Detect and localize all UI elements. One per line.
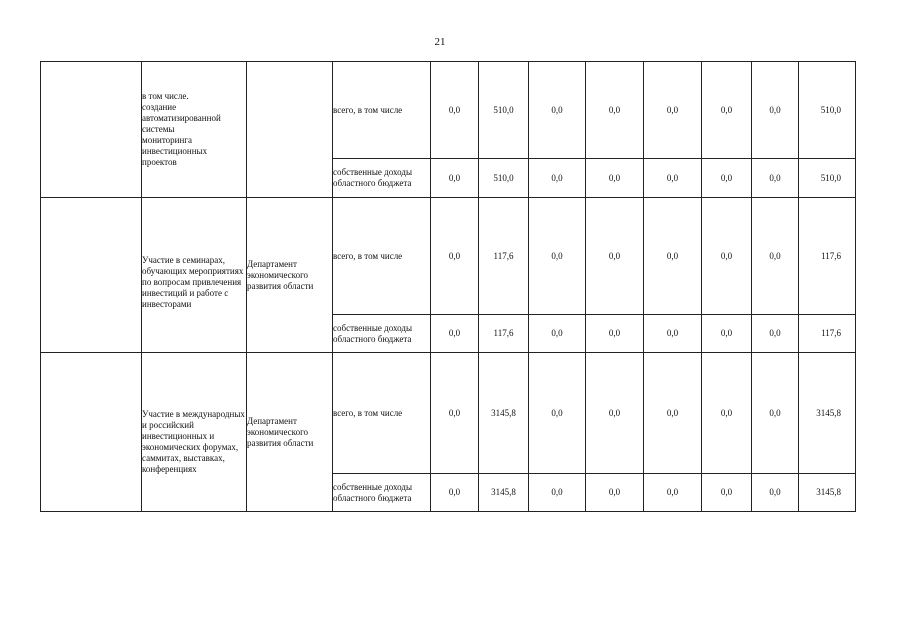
value-cell: 0,0 xyxy=(752,62,799,159)
measure-name-cell: Участие в семинарах, обучающих мероприятиях по вопросам привлечения инвестиций и работе с инвесторами xyxy=(142,198,247,353)
value-cell: 0,0 xyxy=(644,315,702,353)
value-cell: 0,0 xyxy=(529,62,586,159)
department-cell: Департамент экономического развития области xyxy=(247,353,333,512)
measure-name: в том числе. создание автоматизированной системы мониторинга инвестиционных проектов xyxy=(142,91,221,167)
value-cell: 0,0 xyxy=(586,315,644,353)
budget-table xyxy=(40,61,856,512)
total-value-cell: 117,6 xyxy=(799,315,856,353)
funding-source-cell: всего, в том числе xyxy=(333,62,431,159)
value-cell: 0,0 xyxy=(586,474,644,512)
value-cell: 0,0 xyxy=(702,159,752,198)
table-row xyxy=(41,62,856,159)
value-cell: 0,0 xyxy=(644,62,702,159)
table-row xyxy=(41,353,856,474)
department-cell: Департамент экономического развития области xyxy=(247,198,333,353)
value-cell: 0,0 xyxy=(702,315,752,353)
total-value-cell: 3145,8 xyxy=(799,474,856,512)
number-cell xyxy=(41,62,142,198)
measure-name-cell: Участие в международных и российский инвестиционных и экономических форумах, саммитах, выставках, конференциях xyxy=(142,353,247,512)
number-cell xyxy=(41,198,142,353)
value-cell: 3145,8 xyxy=(479,353,529,474)
value-cell: 0,0 xyxy=(702,353,752,474)
funding-source-cell: собственные доходы областного бюджета xyxy=(333,474,431,512)
measure-name-cell xyxy=(142,62,247,198)
value-cell: 0,0 xyxy=(431,353,479,474)
value-cell: 0,0 xyxy=(644,353,702,474)
funding-source-cell: всего, в том числе xyxy=(333,198,431,315)
value-cell: 0,0 xyxy=(702,198,752,315)
value-cell: 0,0 xyxy=(586,198,644,315)
value-cell: 0,0 xyxy=(431,159,479,198)
value-cell: 117,6 xyxy=(479,198,529,315)
value-cell: 0,0 xyxy=(529,353,586,474)
total-value-cell: 510,0 xyxy=(799,159,856,198)
funding-source-cell: всего, в том числе xyxy=(333,353,431,474)
value-cell: 0,0 xyxy=(529,474,586,512)
value-cell: 0,0 xyxy=(586,159,644,198)
funding-source-cell: собственные доходы областного бюджета xyxy=(333,315,431,353)
value-cell: 0,0 xyxy=(644,159,702,198)
total-value-cell: 3145,8 xyxy=(799,353,856,474)
value-cell: 0,0 xyxy=(529,159,586,198)
value-cell: 0,0 xyxy=(431,198,479,315)
value-cell: 0,0 xyxy=(529,315,586,353)
value-cell: 0,0 xyxy=(431,62,479,159)
value-cell: 0,0 xyxy=(752,315,799,353)
value-cell: 0,0 xyxy=(702,474,752,512)
value-cell: 0,0 xyxy=(752,159,799,198)
value-cell: 0,0 xyxy=(752,474,799,512)
department-cell xyxy=(247,62,333,198)
value-cell: 0,0 xyxy=(644,474,702,512)
value-cell: 0,0 xyxy=(752,198,799,315)
page-number: 21 xyxy=(434,36,446,48)
value-cell: 3145,8 xyxy=(479,474,529,512)
value-cell: 0,0 xyxy=(586,62,644,159)
total-value-cell: 117,6 xyxy=(799,198,856,315)
value-cell: 0,0 xyxy=(644,198,702,315)
table-row xyxy=(41,198,856,315)
value-cell: 0,0 xyxy=(431,315,479,353)
funding-source-cell: собственные доходы областного бюджета xyxy=(333,159,431,198)
value-cell: 510,0 xyxy=(479,159,529,198)
value-cell: 0,0 xyxy=(529,198,586,315)
value-cell: 117,6 xyxy=(479,315,529,353)
value-cell: 0,0 xyxy=(752,353,799,474)
number-cell xyxy=(41,353,142,512)
value-cell: 510,0 xyxy=(479,62,529,159)
value-cell: 0,0 xyxy=(431,474,479,512)
value-cell: 0,0 xyxy=(586,353,644,474)
value-cell: 0,0 xyxy=(702,62,752,159)
total-value-cell: 510,0 xyxy=(799,62,856,159)
